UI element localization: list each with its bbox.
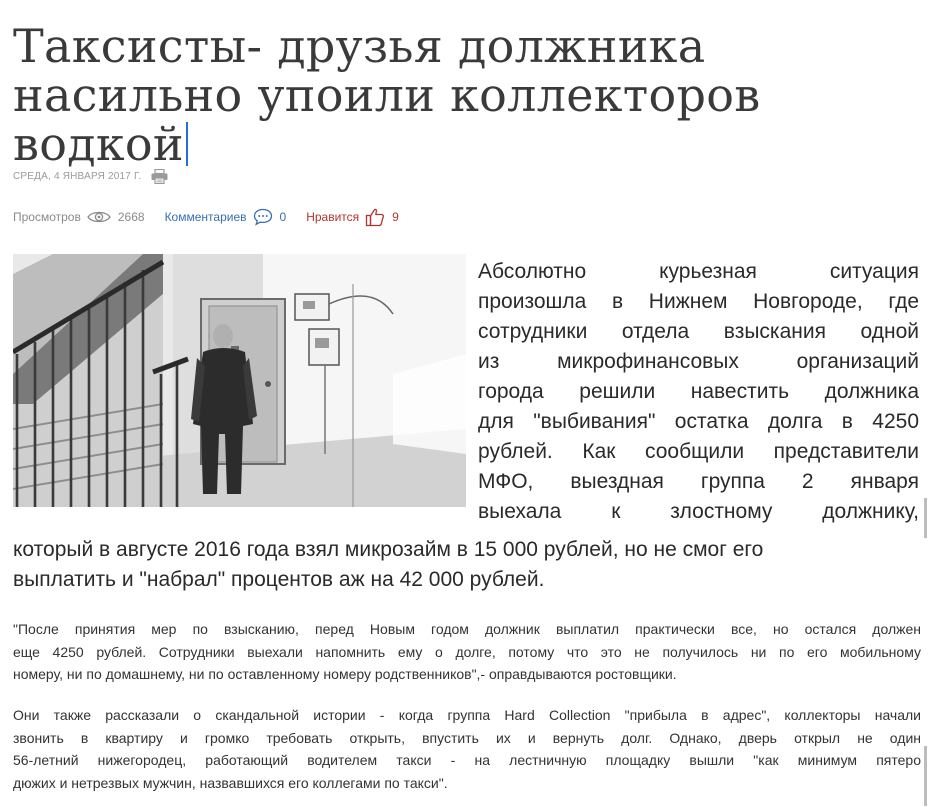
scrollbar-track-segment[interactable]	[924, 746, 927, 806]
lead-line: Абсолютно курьезная ситуация	[478, 260, 919, 283]
article-title-text: Таксисты- друзья должника насильно упоили коллекторов водкой	[13, 19, 761, 171]
body-paragraph-quote	[13, 618, 921, 686]
lead-line: выехала к злостному должнику,	[478, 500, 919, 523]
views-stat	[13, 209, 145, 225]
comments-label[interactable]: Комментариев	[164, 210, 247, 224]
paragraph-line: еще 4250 рублей. Сотрудники выехали напомнить ему о долге, потому что это не получилось ни по его мобильному	[13, 643, 921, 660]
lead-line: рублей. Как сообщили представители	[478, 440, 919, 463]
body-paragraph-story	[13, 704, 921, 794]
article-meta	[13, 168, 168, 184]
comments-count[interactable]: 0	[279, 210, 287, 224]
likes-stat[interactable]	[306, 207, 399, 227]
thumbs-up-icon[interactable]	[365, 207, 385, 227]
paragraph-line: Они также рассказали о скандальной истории - когда группа Hard Collection "прибыла в адрес", коллекторы начали	[13, 707, 921, 723]
article-date: СРЕДА, 4 ЯНВАРЯ 2017 Г.	[13, 170, 142, 182]
lead-line: для "выбивания" остатка долга в 4250	[478, 410, 919, 433]
paragraph-line: номеру, ни по домашнему, ни по оставленному номеру родственников",- оправдываются ростовщики.	[13, 666, 677, 682]
paragraph-line: 56-летний нижегородец, работающий водителем такси - на лестничную площадку вышли "как минимум пятеро	[13, 752, 921, 768]
lead-line: сотрудники отдела взыскания одной	[478, 320, 919, 343]
views-count: 2668	[117, 210, 145, 224]
print-icon[interactable]	[151, 169, 168, 184]
lead-line: выплатить и "набрал" процентов аж на 42 000 рублей.	[13, 568, 545, 591]
views-label: Просмотров	[13, 210, 81, 224]
scrollbar-thumb[interactable]	[924, 498, 927, 538]
text-cursor	[186, 122, 188, 166]
article-title	[13, 19, 833, 171]
article-stats	[13, 206, 419, 228]
comments-stat[interactable]	[165, 208, 287, 226]
lead-text-beside-image	[478, 257, 919, 527]
comment-bubble-icon[interactable]	[253, 208, 273, 226]
likes-label[interactable]: Нравится	[306, 210, 360, 224]
paragraph-line: "После принятия мер по взысканию, перед Новым годом должник выплатил практически все, но остался должен	[13, 621, 921, 637]
lead-line: города решили навестить должника	[478, 380, 919, 403]
eye-icon	[87, 209, 111, 225]
lead-line: МФО, выездная группа 2 января	[478, 470, 919, 493]
paragraph-line: дюжих и нетрезвых мужчин, назвавшихся его коллегами по такси".	[13, 774, 448, 791]
lead-line: произошла в Нижнем Новгороде, где	[478, 290, 919, 313]
paragraph-line: звонить в квартиру и громко требовать открыть, впустить их и вернуть долг. Однако, дверь открыл не один	[13, 729, 921, 746]
lead-line: из микрофинансовых организаций	[478, 350, 919, 373]
article-illustration	[13, 254, 466, 507]
lead-line: который в августе 2016 года взял микрозайм в 15 000 рублей, но не смог его	[13, 538, 764, 561]
lead-text-full-width	[13, 535, 921, 595]
likes-count[interactable]: 9	[392, 210, 399, 224]
